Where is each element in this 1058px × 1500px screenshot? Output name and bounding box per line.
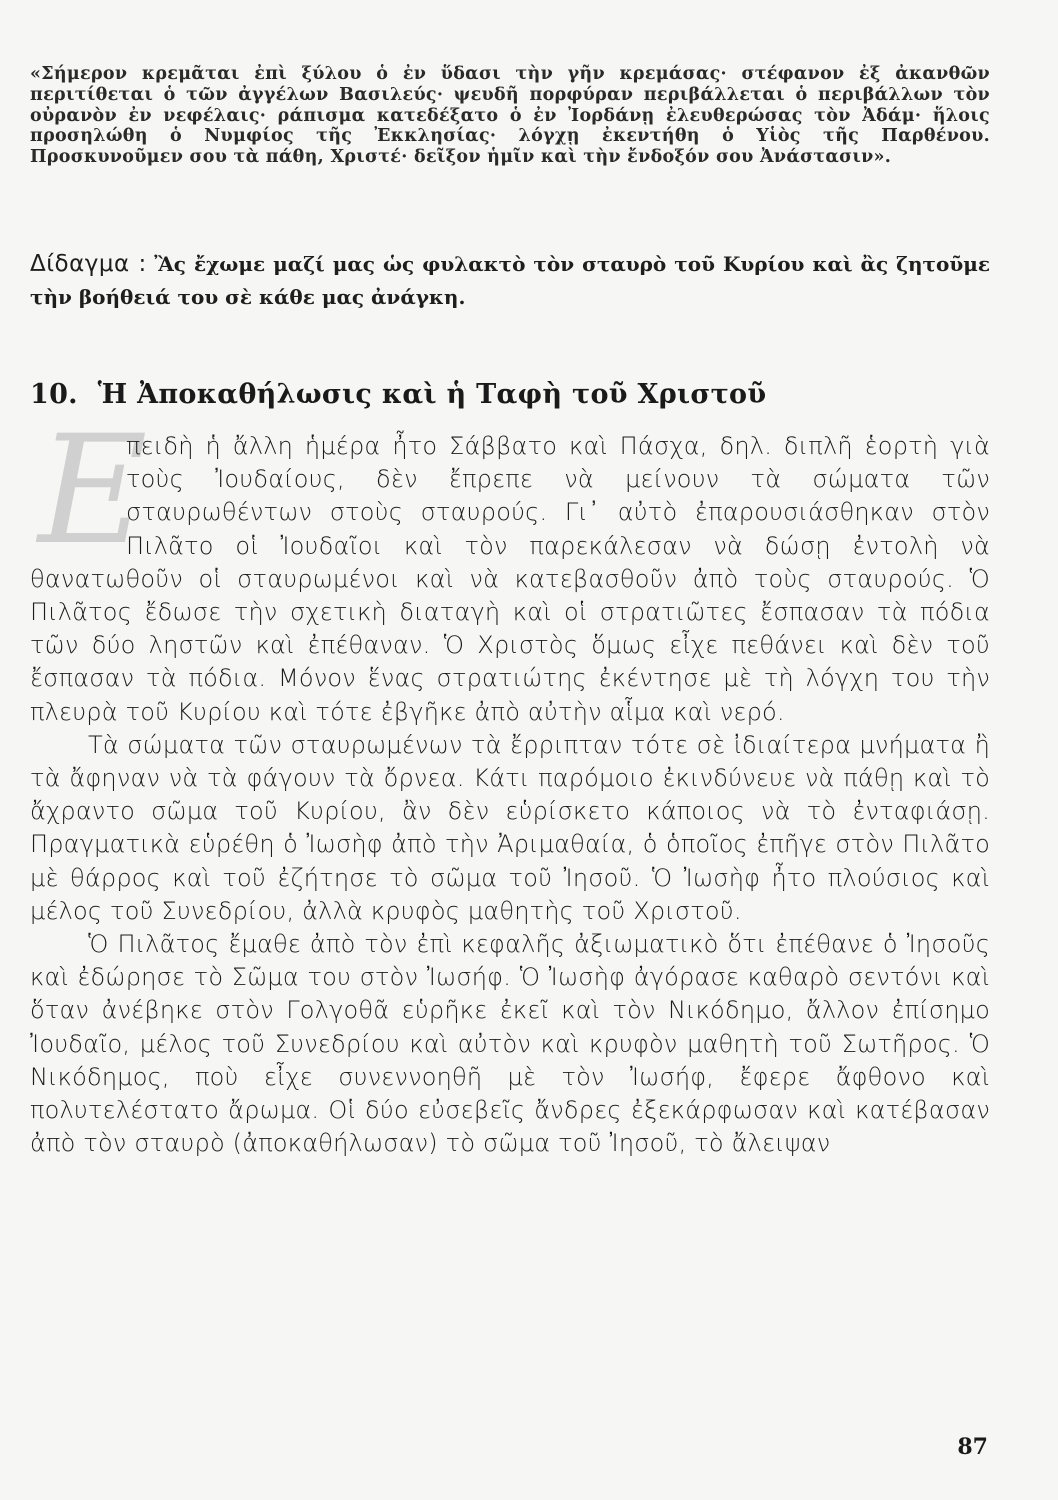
lesson-text: Ἂς ἔχωμε μαζί μας ὡς φυλακτὸ τὸν σταυρὸ τοῦ Κυρίου καὶ ἂς ζητοῦμε τὴν βοήθειά του σὲ κάθε μας ἀνάγκη. xyxy=(30,252,991,309)
section-number: 10. xyxy=(30,379,78,410)
hymn-quote: «Σήμερον κρεμᾶται ἐπὶ ξύλου ὁ ἐν ὕδασι τὴν γῆν κρεμάσας· στέφανον ἐξ ἀκανθῶν περιτίθεται ὁ τῶν ἀγγέλων Βασιλεύς· ψευδῆ πορφύραν περιβάλλεται ὁ περιβάλλων τὸν οὐρανὸν ἐν νεφέλαις· ράπισμα κατεδέξατο ὁ ἐν Ἰορδάνῃ ἐλευθερώσας τὸν Ἀδάμ· ἥλοις προσηλώθη ὁ Νυμφίος τῆς Ἐκκλησίας· λόγχῃ ἐκεντήθη ὁ Υἱὸς τῆς Παρθένου. Προσκυνοῦμεν σου τὰ πάθη, Χριστέ· δεῖξον ἡμῖν καὶ τὴν ἔνδοξόν σου Ἀνάστασιν». xyxy=(30,64,990,168)
page-number: 87 xyxy=(957,1434,988,1460)
section-title: Ἡ Ἀποκαθήλωσις καὶ ἡ Ταφὴ τοῦ Χριστοῦ xyxy=(97,379,767,410)
lesson-block xyxy=(30,248,990,314)
drop-cap: Ε xyxy=(38,404,148,578)
paragraph-2: Τὰ σώματα τῶν σταυρωμένων τὰ ἔρριπταν τότε σὲ ἰδιαίτερα μνήματα ἢ τὰ ἄφηναν νὰ τὰ φάγουν τὰ ὄρνεα. Κάτι παρόμοιο ἐκινδύνευε νὰ πάθῃ καὶ τὸ ἄχραντο σῶμα τοῦ Κυρίου, ἂν δὲν εὑρίσκετο κάποιος νὰ τὸ ἐνταφιάσῃ. Πραγματικὰ εὑρέθη ὁ Ἰωσὴφ ἀπὸ τὴν Ἀριμαθαία, ὁ ὁποῖος ἐπῆγε στὸν Πιλᾶτο μὲ θάρρος καὶ τοῦ ἐζήτησε τὸ σῶμα τοῦ Ἰησοῦ. Ὁ Ἰωσὴφ ἦτο πλούσιος καὶ μέλος τοῦ Συνεδρίου, ἀλλὰ κρυφὸς μαθητὴς τοῦ Χριστοῦ. xyxy=(30,730,990,925)
body-text xyxy=(30,404,990,1160)
paragraph-3: Ὁ Πιλᾶτος ἔμαθε ἀπὸ τὸν ἐπὶ κεφαλῆς ἀξιωματικὸ ὅτι ἐπέθανε ὁ Ἰησοῦς καὶ ἐδώρησε τὸ Σῶμα του στὸν Ἰωσήφ. Ὁ Ἰωσὴφ ἀγόρασε καθαρὸ σεντόνι καὶ ὅταν ἀνέβηκε στὸν Γολγοθᾶ εὑρῆκε ἐκεῖ καὶ τὸν Νικόδημο, ἄλλον ἐπίσημο Ἰουδαῖο, μέλος τοῦ Συνεδρίου καὶ αὐτὸν καὶ κρυφὸν μαθητὴ τοῦ Σωτῆρος. Ὁ Νικόδημος, ποὺ εἶχε συνεννοηθῆ μὲ τὸν Ἰωσήφ, ἔφερε ἄφθονο καὶ πολυτελέστατο ἄρωμα. Οἱ δύο εὐσεβεῖς ἄνδρες ἐξεκάρφωσαν καὶ κατέβασαν ἀπὸ τὸν σταυρὸ (ἀποκαθήλωσαν) τὸ σῶμα τοῦ Ἰησοῦ, τὸ ἄλειψαν xyxy=(30,930,990,1158)
paragraph-1-text: πειδὴ ἡ ἄλλη ἡμέρα ἦτο Σάββατο καὶ Πάσχα, δηλ. διπλῆ ἑορτὴ γιὰ τοὺς Ἰουδαίους, δὲν ἔπρεπε νὰ μείνουν τὰ σώματα τῶν σταυρωθέντων στοὺς σταυρούς. Γι᾽ αὐτὸ ἐπαρουσιάσθηκαν στὸν Πιλᾶτο οἱ Ἰουδαῖοι καὶ τὸν παρεκάλεσαν νὰ δώσῃ ἐντολὴ νὰ θανατωθοῦν οἱ σταυρωμένοι καὶ νὰ κατεβασθοῦν ἀπὸ τοὺς σταυρούς. Ὁ Πιλᾶτος ἔδωσε τὴν σχετικὴ διαταγὴ καὶ οἱ στρατιῶτες ἔσπασαν τὰ πόδια τῶν δύο ληστῶν καὶ ἐπέθαναν. Ὁ Χριστὸς ὅμως εἶχε πεθάνει καὶ δὲν τοῦ ἔσπασαν τὰ πόδια. Μόνον ἕνας στρατιώτης ἐκέντησε μὲ τὴ λόγχη του τὴν πλευρὰ τοῦ Κυρίου καὶ τότε ἐβγῆκε ἀπὸ αὐτὴν αἷμα καὶ νερό. xyxy=(30,432,990,726)
lesson-label: Δίδαγμα : xyxy=(30,251,147,277)
paragraph-1 xyxy=(30,404,990,729)
section-heading xyxy=(30,378,990,412)
